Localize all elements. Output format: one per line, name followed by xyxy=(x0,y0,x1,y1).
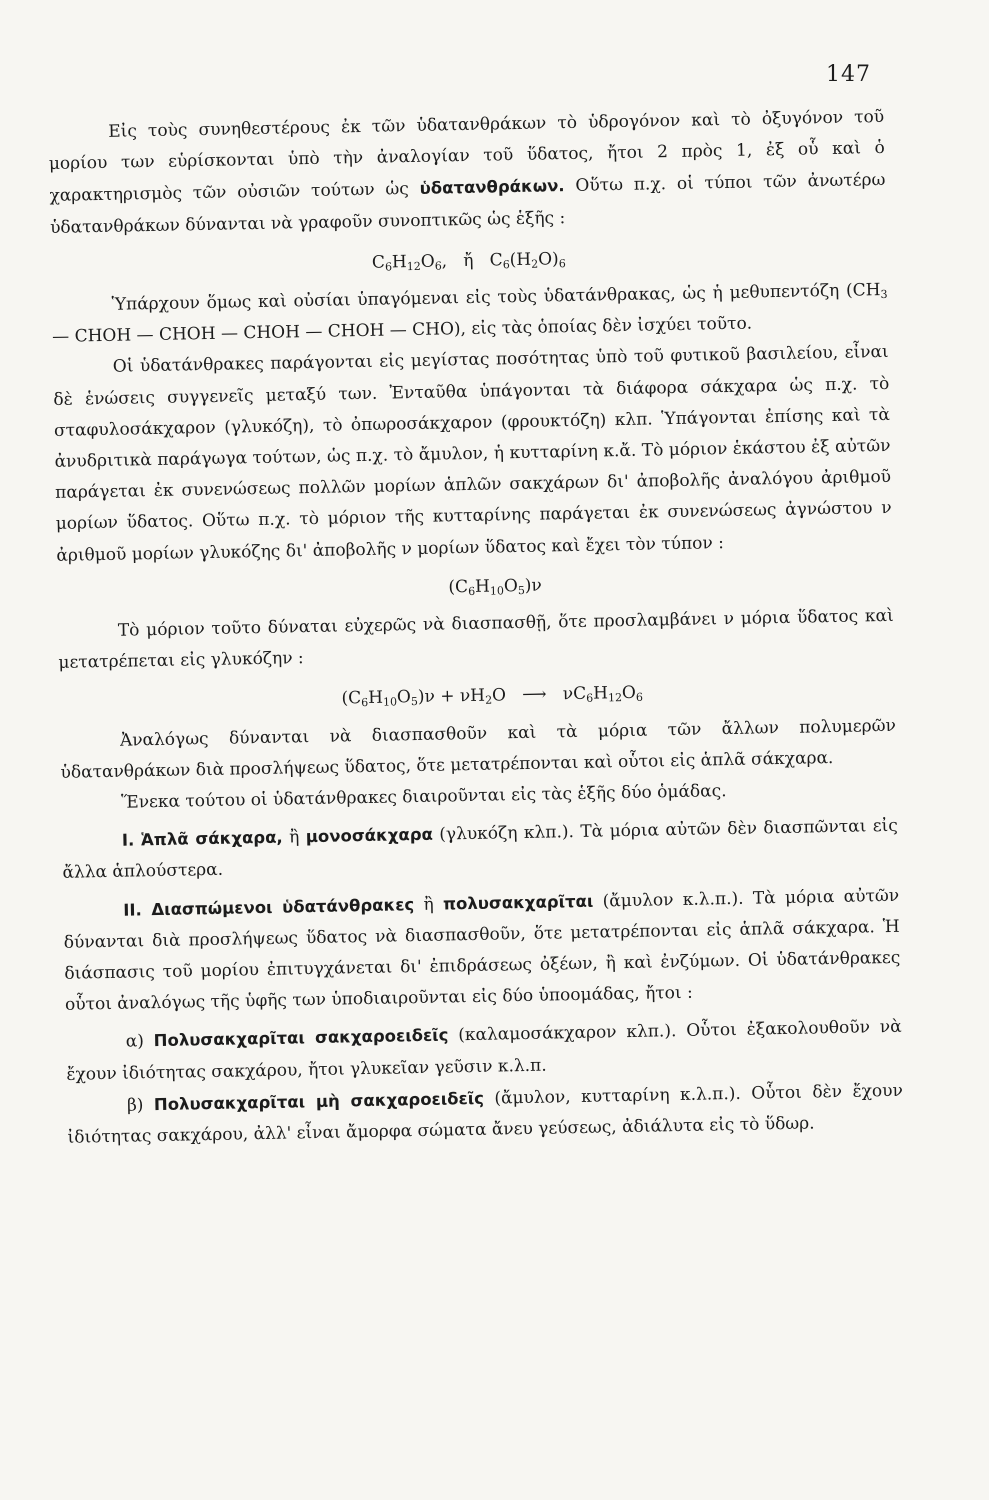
paragraph-hydrolysis: Τὸ μόριον τοῦτο δύναται εὐχερῶς νὰ διασπασθῇ, ὅτε προσλαμβάνει ν μόρια ὕδατος καὶ μετατρέπεται εἰς γλυκόζην : xyxy=(58,605,894,674)
formula-sub: 10 xyxy=(489,584,505,598)
formula-part: O xyxy=(420,251,435,272)
paragraph-production: Οἱ ὑδατάνθρακες παράγονται εἰς μεγίστας ποσότητας ὑπὸ τοῦ φυτικοῦ βασιλείου, εἶναι δὲ ἑνώσεις συγγενεῖς μεταξύ των. Ἐνταῦθα ὑπάγονται τὰ διάφορα σάκχαρα ὡς π.χ. τὸ σταφυλοσάκχαρον (γλυκόζη), τὸ ὀπωροσάκχαρον (φρουκτόζη) κλπ. Ὑπάγονται ἐπίσης καὶ τὰ ἀνυδριτικὰ παράγωγα τούτων, ὡς π.χ. τὸ ἄμυλον, ἡ κυτταρίνη κ.ἄ. Τὸ μόριον ἑκάστου ἐξ αὐτῶν παράγεται ἐκ συνενώσεως πολλῶν μορίων ἁπλῶν σακχάρων δι' ἀποβολῆς ἀναλόγου ἀριθμοῦ μορίων ὕδατος. Οὕτω π.χ. τὸ μόριον τῆς κυτταρίνης παράγεται ἐκ συνενώσεως ἀγνώστου ν ἀριθμοῦ μορίων γλυκόζης δι' ἀποβολῆς ν μορίων ὕδατος καὶ ἔχει τὸν τύπον : xyxy=(53,342,892,566)
bold-term: μονοσάκχαρα xyxy=(305,825,434,847)
subitem-label: β) xyxy=(126,1095,155,1116)
formula-sub: 5 xyxy=(410,695,419,709)
formula-sub: 12 xyxy=(607,691,623,705)
bold-term: I. Ἁπλᾶ σάκχαρα, xyxy=(121,827,283,850)
formula-sub: 5 xyxy=(517,583,525,597)
text-span: Ὑπάρχουν ὅμως καὶ οὐσίαι ὑπαγόμεναι εἰς τοὺς ὑδατάνθρακας, ὡς ἡ μεθυπεντόζη (CH xyxy=(111,280,881,315)
formula-sub: 2 xyxy=(485,694,493,708)
formula-sub: 6 xyxy=(434,259,442,273)
formula-sub: 10 xyxy=(382,695,398,710)
paragraph-polymers: Ἀναλόγως δύνανται νὰ διασπασθοῦν καὶ τὰ μόρια τῶν ἄλλων πολυμερῶν ὑδατανθράκων διὰ προσλήψεως ὕδατος, ὅτε μετατρέπονται καὶ οὗτοι εἰς ἁπλᾶ σάκχαρα. xyxy=(60,715,897,783)
formula-sub: 6 xyxy=(558,256,566,271)
formula-sub: 6 xyxy=(467,584,476,598)
formula-sub: 6 xyxy=(361,696,369,710)
formula-part: H xyxy=(367,688,384,709)
text-span: ἢ xyxy=(282,827,307,848)
formula-sub: 6 xyxy=(502,257,510,272)
text-span: — CHOH — CHOH — CHOH — CHOH — CHO), εἰς τὰς ὁποίας δὲν ἰσχύει τοῦτο. xyxy=(52,313,753,348)
formula-part: H xyxy=(592,683,609,705)
bold-term: Πολυσακχαρῖται μὴ σακχαροειδεῖς xyxy=(153,1088,485,1115)
formula-sub: 3 xyxy=(880,287,888,302)
formula-part: O ⟶ νC xyxy=(491,684,587,707)
formula-sub: 6 xyxy=(586,692,594,706)
paragraph-classification: Ἕνεκα τούτου οἱ ὑδατάνθρακες διαιροῦνται εἰς τὰς ἑξῆς δύο ὁμάδας. xyxy=(120,781,727,813)
text-span: ἢ xyxy=(413,894,444,915)
formula-part: )ν + νH xyxy=(417,686,486,708)
bold-term: II. Διασπώμενοι ὑδατάνθρακες xyxy=(123,894,415,920)
formula-sub: 2 xyxy=(531,257,539,271)
bold-term: Πολυσακχαρῖται σακχαροειδεῖς xyxy=(153,1025,449,1051)
text-span: (γλυκόζη κλπ.). Τὰ μόρια αὐτῶν δὲν διασπῶνται εἰς ἄλλα ἁπλούστερα. xyxy=(62,816,898,884)
formula-part: H xyxy=(474,576,491,597)
formula-part: O xyxy=(503,575,518,597)
text-span: (ἄμυλον, κυτταρίνη κ.λ.π.). Οὗτοι δὲν ἔχουν ἰδιότητας σακχάρου, ἀλλ' εἶναι ἄμορφα σώματα ἄνευ γεύσεως, ἀδιάλυτα εἰς τὸ ὕδωρ. xyxy=(67,1080,904,1148)
bold-term: ὑδατανθράκων. xyxy=(419,176,565,199)
formula-sub: 6 xyxy=(635,691,644,705)
text-span: (καλαμοσάκχαρον κλπ.). Οὗτοι ἐξακολουθοῦν νὰ ἔχουν ἰδιότητας σακχάρου, ἤτοι γλυκεῖαν γεῦσιν κ.λ.π. xyxy=(66,1017,902,1085)
formula-part: O xyxy=(621,683,637,704)
formula-part: )ν xyxy=(524,575,542,596)
formula-part: H xyxy=(391,251,407,273)
formula-part: (C xyxy=(341,688,362,709)
formula-sub: 6 xyxy=(384,260,393,274)
formula-part: O xyxy=(396,687,412,708)
formula-separator: , ἤ xyxy=(441,250,490,272)
formula-part: C xyxy=(489,250,503,271)
item-polysaccharides xyxy=(63,879,901,1021)
formula-part: (C xyxy=(448,576,469,598)
page-number: 147 xyxy=(826,62,871,87)
page-body xyxy=(48,102,904,1154)
formula-part: (H xyxy=(509,249,532,270)
subitem-label: α) xyxy=(125,1031,154,1053)
text-span: Εἰς τοὺς συνηθεστέρους ἐκ τῶν ὑδατανθράκων τὸ ὑδρογόνον καὶ τὸ ὀξυγόνον τοῦ μορίου των εὑρίσκονται ὑπὸ τὴν ἀναλογίαν τοῦ ὕδατος, ἤτοι 2 πρὸς 1, ἐξ οὗ καὶ ὁ χαρακτηρισμὸς τῶν οὐσιῶν τούτων ὡς xyxy=(48,106,885,207)
formula-part: O) xyxy=(537,249,559,270)
formula-sub: 12 xyxy=(406,259,421,273)
text-span: (ἄμυλον κ.λ.π.). Τὰ μόρια αὐτῶν δύνανται διὰ προσλήψεως ὕδατος νὰ διασπασθοῦν, ὅτε μετατρέπονται εἰς ἁπλᾶ σάκχαρα. Ἡ διάσπασις τοῦ μορίου ἐπιτυγχάνεται δι' ἐπιδράσεως ὀξέων, ἢ καὶ ἐνζύμων. Οἱ ὑδατάνθρακες οὗτοι ἀναλόγως τῆς ὑφῆς των ὑποδιαιροῦνται εἰς δύο ὑποομάδας, ἤτοι : xyxy=(63,885,901,1016)
bold-term: πολυσακχαρῖται xyxy=(442,891,594,914)
paragraph-carbohydrate-definition xyxy=(48,102,886,244)
text-span: Οὕτω π.χ. οἱ τύποι τῶν ἀνωτέρω ὑδατανθράκων δύνανται νὰ γραφοῦν συνοπτικῶς ὡς ἑξῆς : xyxy=(49,170,886,238)
formula-part: C xyxy=(371,252,386,273)
